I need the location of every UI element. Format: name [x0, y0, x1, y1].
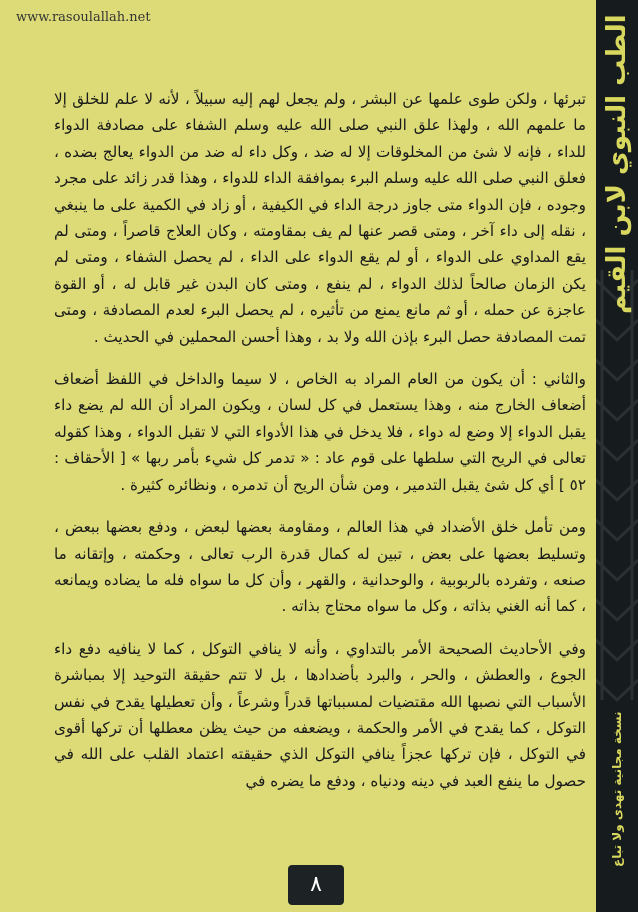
page-number: ٨ — [288, 865, 344, 905]
main-text — [54, 86, 586, 810]
site-url[interactable]: www.rasoulallah.net — [16, 10, 151, 25]
paragraph: والثاني : أن يكون من العام المراد به الخاص ، لا سيما والداخل في اللفظ أضعاف أضعاف الخارج منه ، وهذا يستعمل في كل لسان ، ويكون المراد أن الله لم يضع داء يقبل الدواء إلا وضع له دواء ، فلا يدخل في هذا الأدواء التي لا تقبل الدواء ، وهذا كقوله تعالى في الريح التي سلطها على قوم عاد : « تدمر كل شيء بأمر ربها » [ الأحقاف : ٥٢ ] أي كل شئ يقبل التدمير ، ومن شأن الريح أن تدمره ، ونظائره كثيرة . — [54, 370, 586, 494]
decorative-sidebar — [596, 0, 638, 912]
book-title: الطب النبوي لابن القيم — [602, 14, 632, 314]
paragraph: وفي الأحاديث الصحيحة الأمر بالتداوي ، وأنه لا ينافي التوكل ، كما لا ينافيه دفع داء الجوع ، والعطش ، والحر ، والبرد بأضدادها ، بل لا تتم حقيقة التوحيد إلا بمباشرة الأسباب التي نصبها الله مقتضيات لمسبباتها قدراً وشرعاً ، وأن تعطيلها يقدح في نفس التوكل ، كما يقدح في الأمر والحكمة ، ويضعفه من حيث يظن معطلها أن تركها أقوى في التوكل ، فإن تركها عجزاً ينافي التوكل الذي حقيقته اعتماد القلب على الله في حصول ما ينفع العبد في دينه ودنياه ، ودفع ما يضره في — [54, 639, 586, 790]
paragraph: ومن تأمل خلق الأضداد في هذا العالم ، ومقاومة بعضها لبعض ، ودفع بعضها ببعض ، وتسليط بعضها على بعض ، تبين له كمال قدرة الرب تعالى ، وحكمته ، وإتقانه ما صنعه ، وتفرده بالربوبية ، والوحدانية ، والقهر ، وأن كل ما سواه فله ما يضاده ويمانعه ، كما أنه الغني بذاته ، وكل ما سواه محتاج بذاته . — [54, 518, 586, 616]
paragraph: تبرئها ، ولكن طوى علمها عن البشر ، ولم يجعل لهم إليه سبيلاً ، لأنه لا علم للخلق إلا ما علمهم الله ، ولهذا علق النبي صلى الله عليه وسلم الشفاء على مصادفة الدواء للداء ، فإنه لا شئ من المخلوقات إلا له ضد ، وكل داء له ضد من الدواء يعالج بضده ، فعلق النبي صلى الله عليه وسلم البرء بموافقة الداء للدواء ، وهذا قدر زائد على مجرد وجوده ، فإن الدواء متى جاوز درجة الداء في الكيفية ، أو زاد في الكمية على ما ينبغي ، نقله إلى داء آخر ، ومتى قصر عنها لم يف بمقاومته ، وكان العلاج قاصراً ، ومتى لم يقع المداوي على الدواء ، أو لم يقع الدواء على الداء ، لم يحصل الشفاء ، ومتى لم يكن الزمان صالحاً لذلك الدواء ، لم ينفع ، ومتى كان البدن غير قابل له ، أو القوة عاجزة عن حمله ، أو ثم مانع يمنع من تأثيره ، لم يحصل البرء لعدم المصادفة ، ومتى تمت المصادفة حصل البرء بإذن الله ولا بد ، وهذا أحسن المحملين في الحديث . — [54, 90, 586, 346]
free-copy-note: نسخة مجانية تهدى ولا تباع — [610, 712, 624, 868]
